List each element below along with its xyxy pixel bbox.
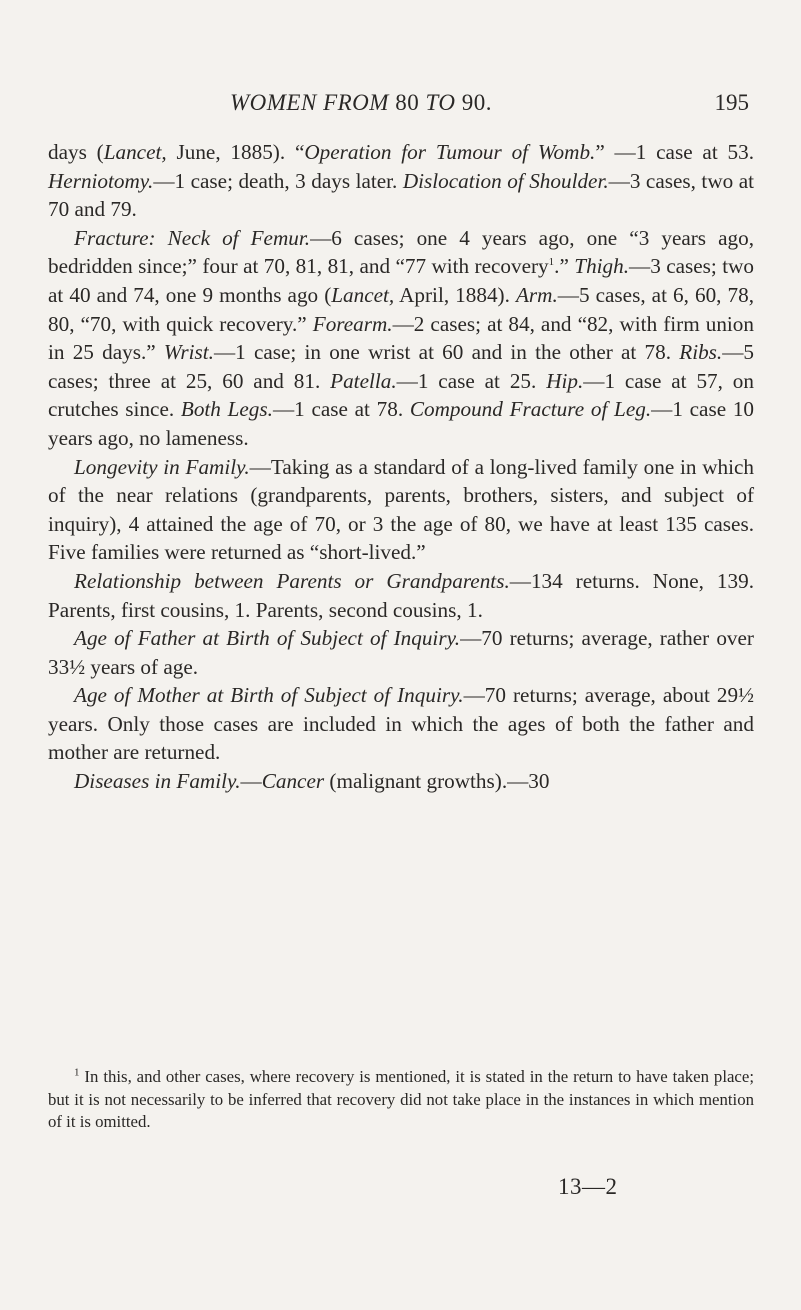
- text-run: —1 case at 25.: [396, 368, 547, 393]
- italic-heading: Diseases in Family.: [74, 769, 241, 794]
- text-run: ” —1 case at 53.: [595, 140, 754, 164]
- body-text: [48, 138, 754, 796]
- text-run: —2 cases; at 84, and “82, with firm union in 25 days.”: [48, 311, 754, 365]
- footnote-paragraph: [48, 1066, 754, 1134]
- title-number-1: 80: [395, 90, 420, 115]
- paragraph: [48, 681, 754, 767]
- text-run: —5 cases, at 6, 60, 78, 80, “70, with quick recovery.”: [48, 282, 755, 336]
- italic-heading: Thigh.: [574, 254, 630, 279]
- title-part-2: TO: [425, 90, 456, 115]
- italic-heading: Lancet,: [331, 282, 395, 307]
- footnote-reference: 1: [548, 256, 555, 269]
- text-run: —70 returns; average, about 29½ years. Only those cases are included in which the ages of both the father and mother are returned.: [48, 683, 754, 765]
- running-header: [0, 86, 801, 120]
- italic-heading: Hip.: [546, 368, 584, 393]
- text-run: —5 cases; three at 25, 60 and 81.: [48, 340, 754, 393]
- italic-heading: Arm.: [515, 282, 558, 307]
- text-run: —6 cases; one 4 years ago, one “3 years ago, bedridden since;” four at 70, 81, 81, and “77 with recovery: [48, 225, 755, 279]
- signature-mark: 13—2: [558, 1174, 618, 1199]
- text-run: days (: [48, 140, 104, 164]
- italic-heading: Lancet,: [103, 140, 167, 164]
- text-run: —1 case at 57, on crutches since.: [48, 368, 754, 422]
- title-number-2: 90.: [461, 90, 492, 115]
- footnote: [48, 1066, 754, 1134]
- text-run: .”: [554, 254, 575, 279]
- paragraph: [48, 624, 754, 681]
- italic-heading: Forearm.: [312, 311, 393, 336]
- italic-heading: Wrist.: [163, 340, 214, 365]
- text-run: April, 1884).: [394, 282, 516, 307]
- text-run: —1 case at 78.: [272, 397, 410, 422]
- text-run: —70 returns; average, rather over 33½ years of age.: [48, 626, 754, 679]
- italic-heading: Age of Mother at Birth of Subject of Inquiry.: [74, 683, 464, 708]
- italic-heading: Fracture: Neck of Femur.: [74, 225, 311, 250]
- italic-heading: Herniotomy.: [48, 168, 154, 193]
- text-run: —3 cases; two at 40 and 74, one 9 months ago (: [48, 254, 755, 307]
- paragraph: [48, 138, 754, 224]
- footnote-marker: 1: [74, 1066, 80, 1079]
- text-run: (malignant growths).—30: [324, 769, 550, 794]
- italic-heading: Age of Father at Birth of Subject of Inquiry.: [74, 626, 461, 651]
- italic-heading: Cancer: [261, 769, 325, 794]
- italic-heading: Patella.: [330, 368, 397, 393]
- paragraph: [48, 567, 754, 624]
- text-run: —Taking as a standard of a long-lived family one in which of the near relations (grandparents, parents, brothers, sisters, and subject of inquiry), 4 attained the age of 70, or 3 the age of 80, we have at least 135 cases. Five families were returned as “short-lived.”: [48, 454, 754, 565]
- text-run: —1 case; in one wrist at 60 and in the other at 78.: [213, 340, 680, 365]
- italic-heading: Operation for Tumour of Womb.: [304, 140, 596, 164]
- italic-heading: Longevity in Family.: [74, 454, 250, 479]
- paragraph: [48, 453, 754, 567]
- text-run: —3 cases, two at 70 and 79.: [48, 168, 755, 222]
- page-number: 195: [714, 90, 749, 115]
- italic-heading: Compound Fracture of Leg.: [409, 397, 652, 422]
- text-run: —1 case 10 years ago, no lameness.: [48, 397, 755, 450]
- text-run: —: [240, 769, 262, 794]
- text-run: June, 1885). “: [166, 140, 305, 164]
- italic-heading: Relationship between Parents or Grandparents.: [74, 568, 510, 593]
- italic-heading: Ribs.: [679, 340, 723, 365]
- running-title: [230, 90, 492, 116]
- italic-heading: Both Legs.: [180, 397, 273, 422]
- text-run: —134 returns. None, 139. Parents, first cousins, 1. Parents, second cousins, 1.: [48, 568, 755, 622]
- paragraph: [48, 224, 754, 453]
- footnote-text: In this, and other cases, where recovery is mentioned, it is stated in the return to have taken place; but it is not necessarily to be inferred that recovery did not take place in the instances in which mention of it is omitted.: [48, 1067, 754, 1131]
- italic-heading: Dislocation of Shoulder.: [402, 168, 609, 193]
- title-part-1: WOMEN FROM: [230, 90, 389, 115]
- text-run: —1 case; death, 3 days later.: [153, 168, 403, 193]
- paragraph: [48, 767, 754, 796]
